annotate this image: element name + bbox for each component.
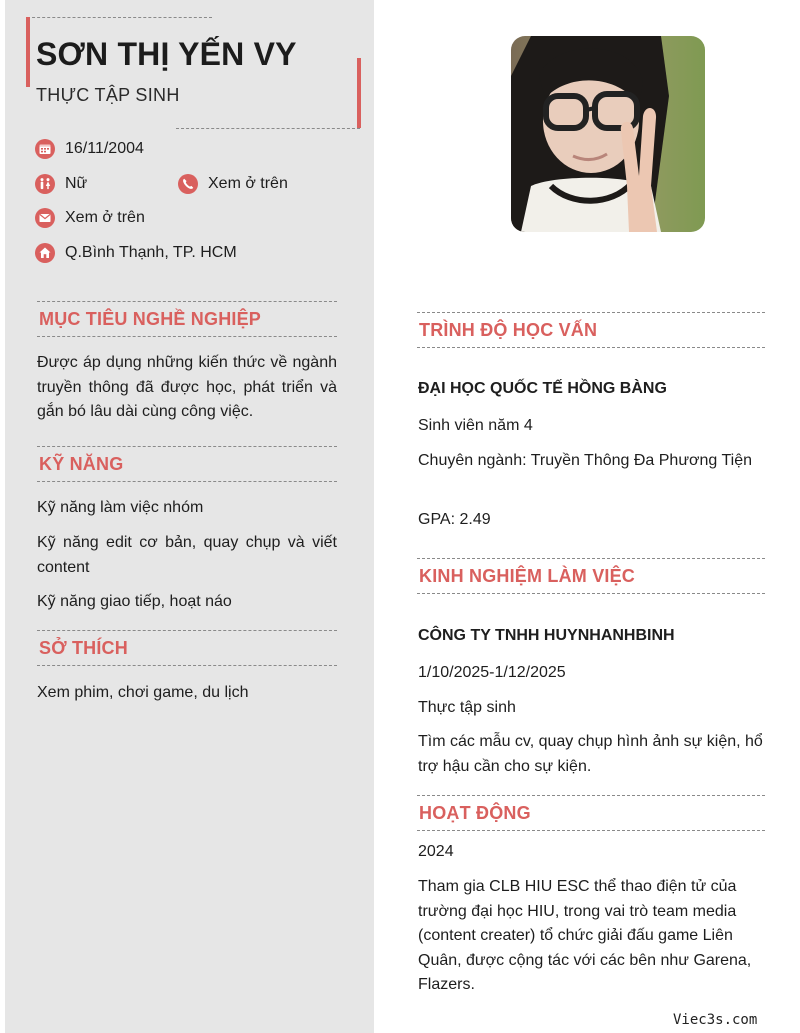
activities-heading-text: HOẠT ĐỘNG — [419, 802, 531, 823]
activity-description: Tham gia CLB HIU ESC thể thao điện tử của trường đại học HIU, trong vai trò team media (content creater) tổ chức giải đấu game Liên Quân, được cộng tác với các bên như Garena, Flazers. — [418, 878, 752, 993]
calendar-icon — [35, 139, 55, 159]
work-description: Tìm các mẫu cv, quay chụp hình ảnh sự kiện, hổ trợ hậu cần cho sự kiện. — [418, 733, 763, 775]
skill-item: Kỹ năng làm việc nhóm — [37, 499, 204, 516]
company-name: CÔNG TY TNHH HUYNHANHBINH — [418, 627, 675, 644]
skills-heading-text: KỸ NĂNG — [39, 453, 124, 474]
phone-value: Xem ở trên — [208, 175, 288, 192]
gender-value: Nữ — [65, 175, 88, 192]
objective-heading — [37, 301, 337, 337]
school-name: ĐẠI HỌC QUỐC TẾ HỒNG BÀNG — [418, 380, 667, 397]
birthday-row — [35, 139, 144, 159]
objective-heading-text: MỤC TIÊU NGHỀ NGHIỆP — [39, 308, 262, 329]
header-divider-top — [27, 17, 212, 18]
work-role: Thực tập sinh — [418, 699, 516, 716]
activities-heading — [417, 795, 765, 831]
school-gpa: GPA: 2.49 — [418, 511, 491, 528]
email-icon — [35, 208, 55, 228]
home-icon — [35, 243, 55, 263]
gender-icon — [35, 174, 55, 194]
job-title: THỰC TẬP SINH — [36, 85, 180, 105]
objective-text: Được áp dụng những kiến thức về ngành truyền thông đã được học, phát triển và gắn bó lâu dài cùng công việc. — [37, 354, 337, 420]
profile-photo — [511, 36, 705, 232]
hobbies-heading-text: SỞ THÍCH — [39, 637, 128, 658]
profile-photo-illustration — [511, 36, 705, 232]
email-row — [35, 208, 145, 228]
skill-item: Kỹ năng edit cơ bản, quay chụp và viết content — [37, 534, 337, 576]
skill-item: Kỹ năng giao tiếp, hoạt náo — [37, 593, 232, 610]
address-row — [35, 243, 237, 263]
hobbies-text: Xem phim, chơi game, du lịch — [37, 684, 249, 701]
school-major: Chuyên ngành: Truyền Thông Đa Phương Tiện — [418, 452, 753, 469]
address-value: Q.Bình Thạnh, TP. HCM — [65, 244, 237, 261]
activity-year: 2024 — [418, 843, 454, 860]
header-accent-bar-left — [26, 17, 30, 87]
school-year: Sinh viên năm 4 — [418, 417, 533, 434]
header-accent-bar-right — [357, 58, 361, 128]
candidate-name: SƠN THỊ YẾN VY — [36, 36, 297, 72]
education-heading-text: TRÌNH ĐỘ HỌC VẤN — [419, 319, 598, 340]
work-period: 1/10/2025-1/12/2025 — [418, 664, 566, 681]
experience-heading-text: KINH NGHIỆM LÀM VIỆC — [419, 565, 636, 586]
skills-heading — [37, 446, 337, 482]
header-divider-bottom — [176, 128, 360, 129]
phone-row — [178, 174, 288, 194]
hobbies-heading — [37, 630, 337, 666]
watermark: Viec3s.com — [673, 1012, 758, 1028]
birthday-value: 16/11/2004 — [65, 140, 144, 157]
education-heading — [417, 312, 765, 348]
experience-heading — [417, 558, 765, 594]
gender-row — [35, 174, 87, 194]
phone-icon — [178, 174, 198, 194]
email-value: Xem ở trên — [65, 209, 145, 226]
